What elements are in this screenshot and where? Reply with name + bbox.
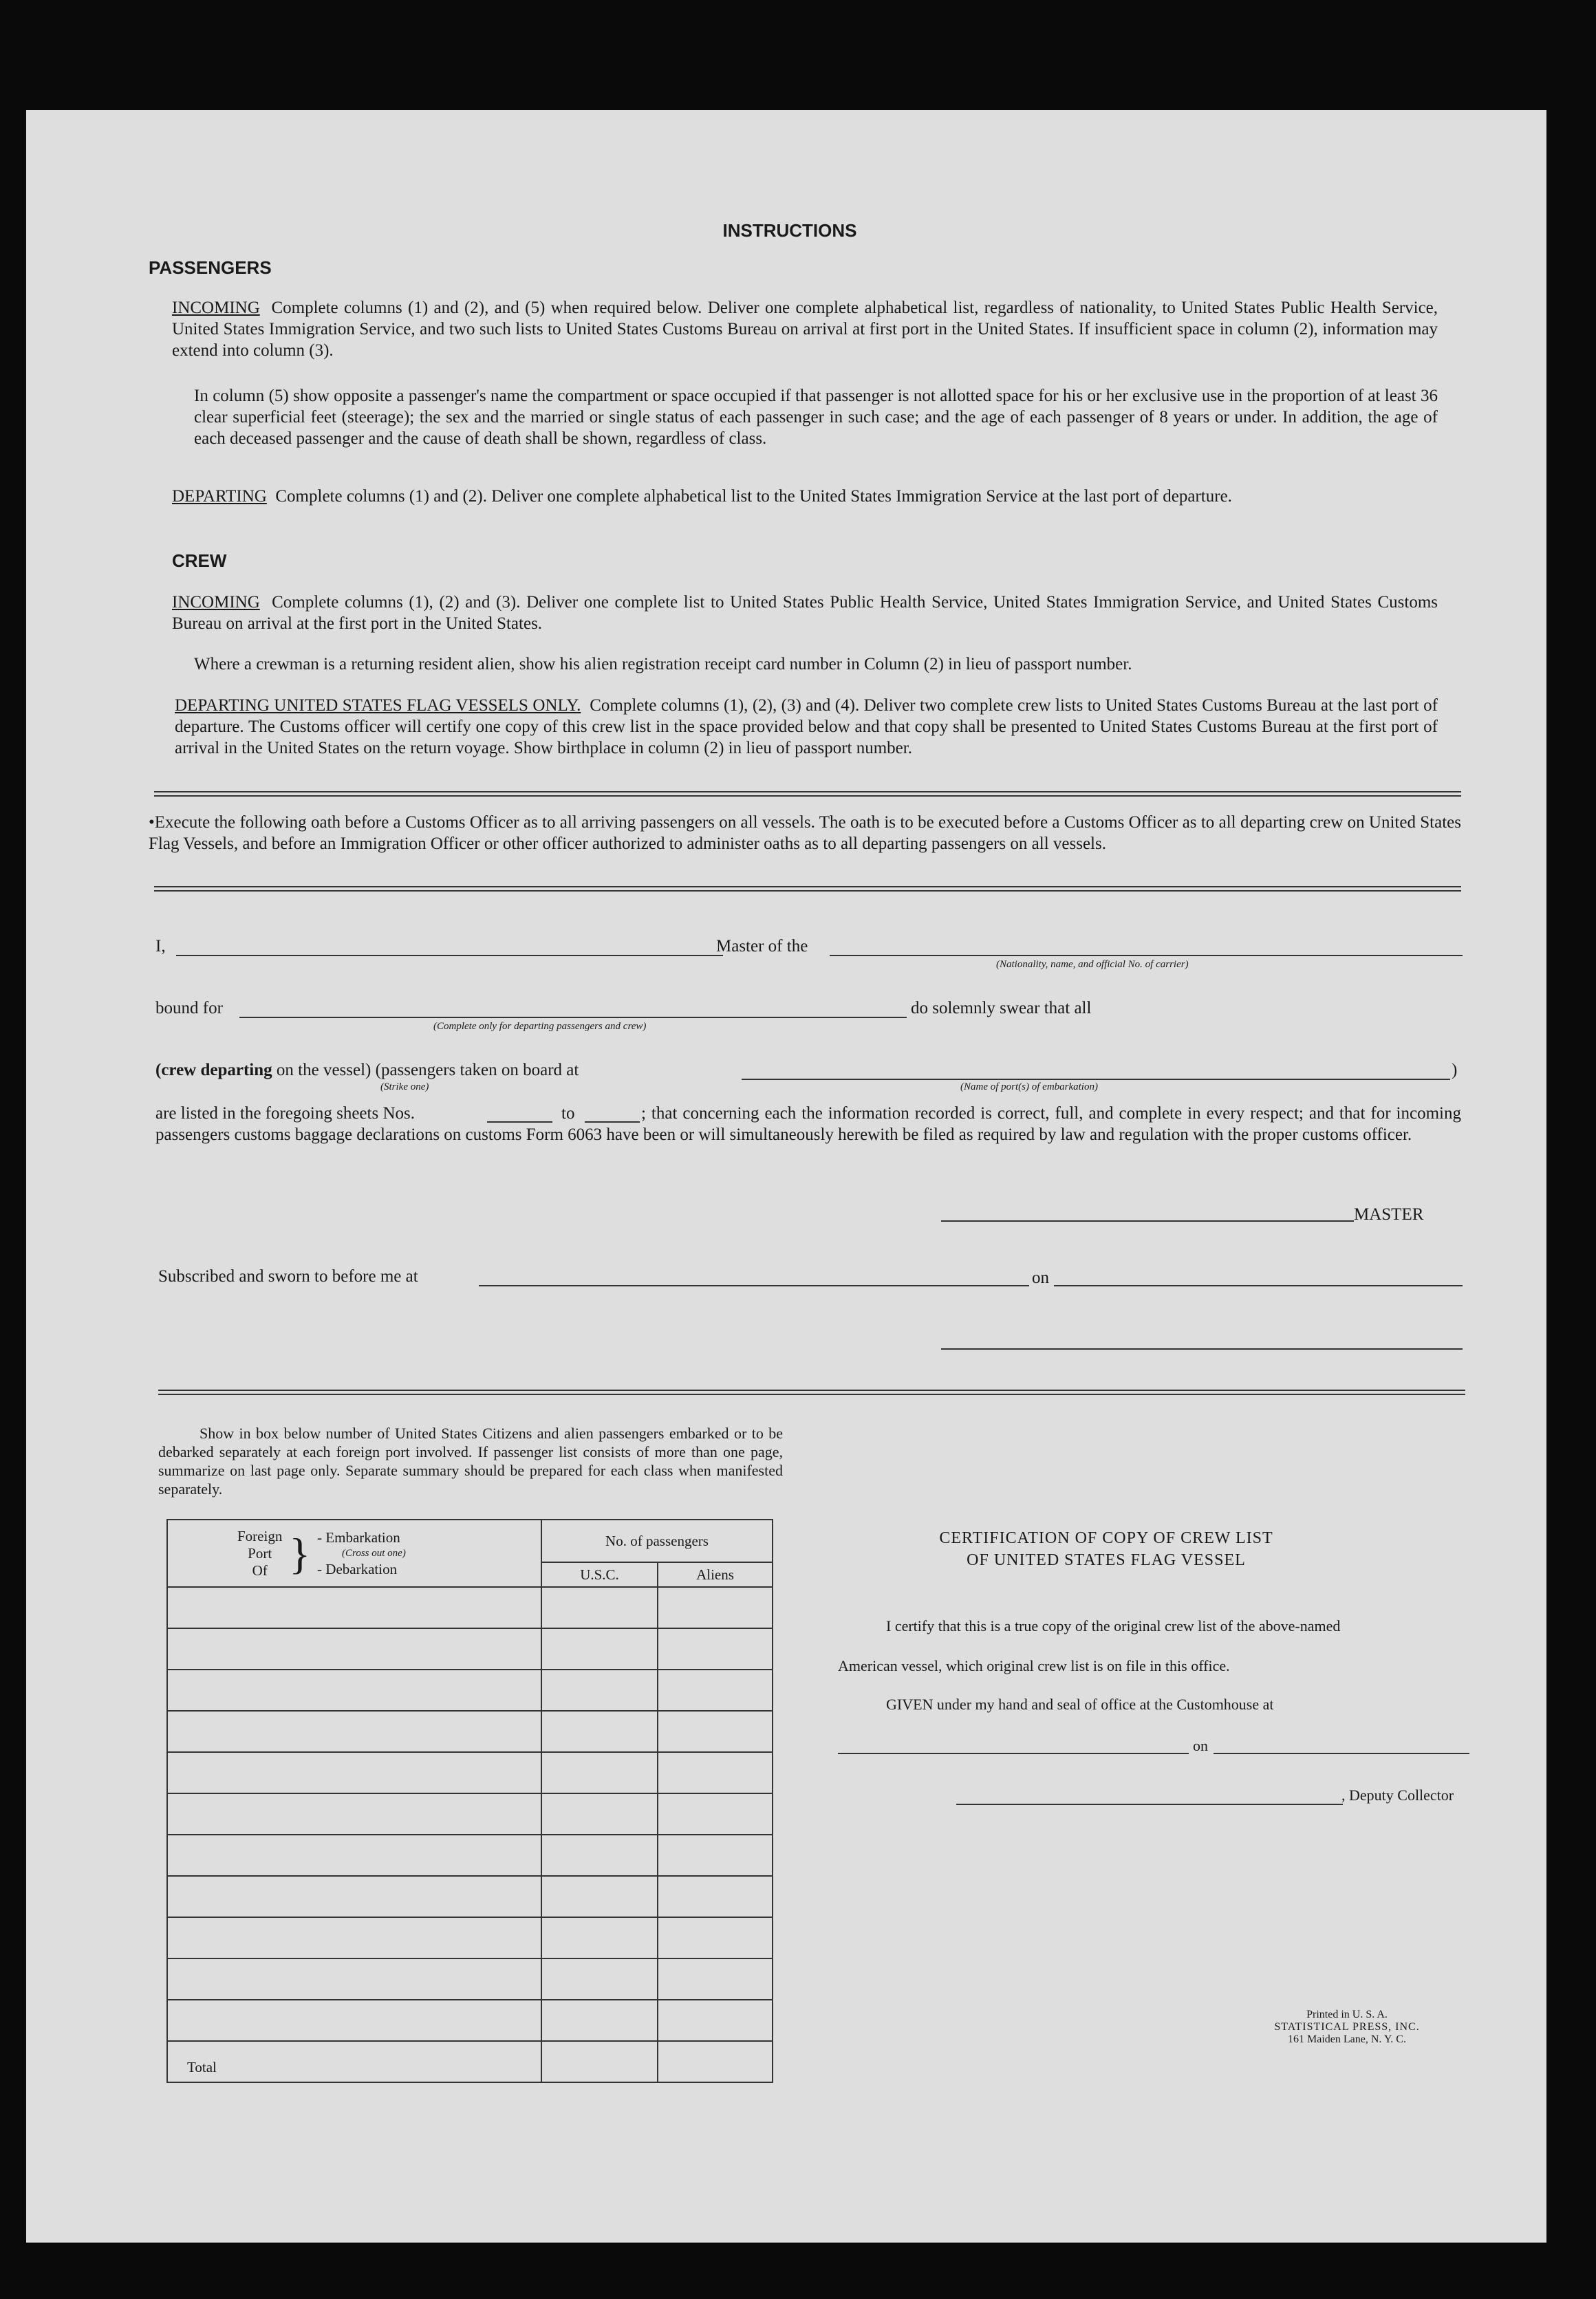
port-cell[interactable] (167, 1711, 541, 1752)
subscribed-date-field[interactable] (1054, 1285, 1463, 1286)
port-cell[interactable] (167, 1670, 541, 1711)
certification-title-line2: OF UNITED STATES FLAG VESSEL (967, 1551, 1246, 1569)
debarkation-option[interactable]: - Debarkation (317, 1561, 398, 1577)
aliens-cell[interactable] (658, 1711, 773, 1752)
usc-cell[interactable] (541, 1835, 658, 1876)
passengers-column5-paragraph: In column (5) show opposite a passenger's name the compartment or space occupied if that passenger is not allotted space for his or her exclusive use in the proportion of at least 36 clear superficial feet (steerage); the sex and the married or single status of each passenger in such case; and the age of each passenger of 8 years or under. In addition, the age of each deceased passenger and the cause of death shall be shown, regardless of class. (194, 387, 1438, 448)
summary-row (167, 1587, 773, 1628)
port-word: Port (248, 1545, 272, 1562)
passengers-incoming-paragraph (172, 297, 1438, 361)
usc-cell[interactable] (541, 1876, 658, 1917)
strike-caption: (Strike one) (380, 1081, 429, 1092)
passenger-summary-table (166, 1519, 773, 2083)
divider-3 (158, 1390, 1465, 1395)
printer-line1: Printed in U. S. A. (1306, 2009, 1388, 2020)
foreign-word: Foreign (237, 1528, 283, 1544)
divider-2 (154, 886, 1461, 892)
embarkation-option[interactable]: - Embarkation (317, 1529, 400, 1546)
form-sheet (26, 110, 1546, 2243)
nationality-caption: (Nationality, name, and official No. of carrier) (996, 959, 1189, 970)
port-cell[interactable] (167, 1958, 541, 2000)
usc-cell[interactable] (541, 1711, 658, 1752)
crew-departing-bold: (crew departing (155, 1061, 272, 1079)
port-cell[interactable] (167, 1835, 541, 1876)
usc-cell[interactable] (541, 1670, 658, 1711)
usc-cell[interactable] (541, 1628, 658, 1670)
oath-instruction: •Execute the following oath before a Customs Officer as to all arriving passengers on all vessels. The oath is to be executed before a Customs Officer as to all departing crew on United States Flag Vessels, and before an Immigration Officer or other officer authorized to administer oaths as to all departing passengers on all vessels. (149, 813, 1461, 853)
passengers-incoming-text: Complete columns (1) and (2), and (5) when required below. Deliver one complete alphabetical list, regardless of nationality, to United States Public Health Service, United States Immigration Service, and two such lists to United States Customs Bureau on arrival at first port in the United States. If insufficient space in column (2), information may extend into column (3). (172, 299, 1438, 360)
foreign-port-of (237, 1528, 282, 1579)
crew-title: CREW (172, 550, 227, 571)
printer-line2: STATISTICAL PRESS, INC. (1274, 2021, 1420, 2033)
certify-text-1: I certify that this is a true copy of the original crew list of the above-named (886, 1617, 1341, 1634)
listed-text-1: are listed in the foregoing sheets Nos. (155, 1104, 415, 1123)
aliens-cell[interactable] (658, 1958, 773, 2000)
master-of-label: Master of the (716, 937, 808, 956)
summary-instructions: Show in box below number of United States Citizens and alien passengers embarked or to be debarked separately at each foreign port involved. If passenger list consists of more than one page, summarize on last page only. Separate summary should be prepared for each class when manifested separately. (158, 1425, 783, 1498)
bound-for-field[interactable] (239, 1017, 907, 1018)
master-name-field[interactable] (176, 955, 723, 956)
aliens-cell[interactable] (658, 2000, 773, 2041)
total-label: Total (167, 2041, 541, 2082)
officer-signature-field[interactable] (941, 1348, 1463, 1350)
port-cell[interactable] (167, 1628, 541, 1670)
port-header-cell (167, 1520, 541, 1587)
passengers-departing-label: DEPARTING (172, 487, 267, 506)
aliens-header: Aliens (658, 1562, 773, 1587)
summary-row (167, 1752, 773, 1793)
printer-line3: 161 Maiden Lane, N. Y. C. (1288, 2033, 1406, 2045)
customhouse-field[interactable] (838, 1753, 1189, 1754)
aliens-cell[interactable] (658, 1835, 773, 1876)
swear-label: do solemnly swear that all (911, 999, 1092, 1017)
listed-to: to (561, 1104, 575, 1123)
aliens-cell[interactable] (658, 1793, 773, 1835)
port-cell[interactable] (167, 1587, 541, 1628)
passengers-title: PASSENGERS (149, 257, 272, 278)
summary-row (167, 2000, 773, 2041)
instructions-heading: INSTRUCTIONS (722, 220, 857, 241)
bound-caption: (Complete only for departing passengers and crew) (433, 1021, 647, 1032)
port-header-content (237, 1528, 540, 1579)
summary-row (167, 1793, 773, 1835)
aliens-cell[interactable] (658, 1917, 773, 1958)
total-aliens-cell[interactable] (658, 2041, 773, 2082)
subscribed-on-label: on (1032, 1269, 1049, 1287)
of-word: Of (252, 1562, 268, 1579)
passengers-incoming-label: INCOMING (172, 299, 260, 317)
cross-out-note: (Cross out one) (342, 1548, 406, 1559)
summary-row (167, 1876, 773, 1917)
passengers-departing-text: Complete columns (1) and (2). Deliver one complete alphabetical list to the United States Immigration Service at the last port of departure. (275, 487, 1232, 506)
summary-row (167, 1958, 773, 2000)
listed-text-2: ; that concerning each the information recorded is correct, full, and complete in every respect; and that for incoming passengers customs baggage declarations on customs Form 6063 have been or will simultaneously herewith be filed as required by law and regulation with the proper customs officer. (155, 1104, 1461, 1144)
crew-departing-paragraph (175, 695, 1438, 759)
master-label: MASTER (1354, 1205, 1424, 1224)
usc-cell[interactable] (541, 2000, 658, 2041)
usc-cell[interactable] (541, 1917, 658, 1958)
port-cell[interactable] (167, 1793, 541, 1835)
crew-resident-paragraph: Where a crewman is a returning resident alien, show his alien registration receipt card number in Column (2) in lieu of passport number. (194, 655, 1132, 673)
aliens-cell[interactable] (658, 1587, 773, 1628)
crew-incoming-paragraph (172, 592, 1438, 634)
usc-cell[interactable] (541, 1958, 658, 2000)
usc-cell[interactable] (541, 1793, 658, 1835)
crew-departing-rest: on the vessel) (passengers taken on board at (276, 1061, 579, 1079)
aliens-cell[interactable] (658, 1670, 773, 1711)
aliens-cell[interactable] (658, 1876, 773, 1917)
crew-incoming-text: Complete columns (1), (2) and (3). Deliver one complete list to United States Public Health Service, United States Immigration Service, and United States Customs Bureau on arrival at the first port in the United States. (172, 593, 1438, 633)
master-signature-field[interactable] (941, 1220, 1354, 1222)
summary-row (167, 1670, 773, 1711)
certify-text-2: American vessel, which original crew list is on file in this office. (838, 1657, 1230, 1674)
summary-row (167, 1917, 773, 1958)
summary-row (167, 1711, 773, 1752)
certification-date-field[interactable] (1214, 1753, 1469, 1754)
printer-imprint (1244, 2009, 1450, 2046)
vessel-field[interactable] (830, 955, 1463, 956)
usc-header: U.S.C. (541, 1562, 658, 1587)
deputy-collector-label: , Deputy Collector (1341, 1787, 1454, 1804)
subscribed-label: Subscribed and sworn to before me at (158, 1267, 418, 1286)
certification-title-line1: CERTIFICATION OF COPY OF CREW LIST (939, 1529, 1273, 1547)
crew-departing-line (155, 1059, 579, 1081)
certification-title (831, 1527, 1381, 1571)
subscribed-place-field[interactable] (479, 1285, 1029, 1286)
port-cell[interactable] (167, 1752, 541, 1793)
embark-debark-options (317, 1530, 406, 1577)
embarkation-port-field[interactable] (742, 1079, 1450, 1080)
usc-cell[interactable] (541, 1587, 658, 1628)
aliens-cell[interactable] (658, 1752, 773, 1793)
passengers-departing-paragraph (172, 486, 1438, 507)
given-text: GIVEN under my hand and seal of office at the Customhouse at (886, 1696, 1274, 1713)
crew-departing-text: Complete columns (1), (2), (3) and (4). Deliver two complete crew lists to United States Customs Bureau at the last port of departure. The Customs officer will certify one copy of this crew list in the space provided below and that copy shall be presented to United States Customs Bureau at the first port of arrival in the United States on the return voyage. Show birthplace in column (2) in lieu of passport number. (175, 696, 1438, 757)
total-usc-cell[interactable] (541, 2041, 658, 2082)
divider-1 (154, 791, 1461, 797)
port-cell[interactable] (167, 2000, 541, 2041)
summary-rows (167, 1587, 773, 2041)
summary-row (167, 1835, 773, 1876)
deputy-signature-field[interactable] (956, 1804, 1343, 1805)
aliens-cell[interactable] (658, 1628, 773, 1670)
port-cell[interactable] (167, 1876, 541, 1917)
total-row (167, 2041, 773, 2082)
bound-for-label: bound for (155, 999, 223, 1017)
port-cell[interactable] (167, 1917, 541, 1958)
usc-cell[interactable] (541, 1752, 658, 1793)
crew-departing-label: DEPARTING UNITED STATES FLAG VESSELS ONLY. (175, 696, 581, 715)
close-paren: ) (1452, 1061, 1458, 1079)
certification-on-label: on (1193, 1737, 1208, 1754)
brace: } (289, 1529, 311, 1578)
summary-row (167, 1628, 773, 1670)
no-passengers-header: No. of passengers (541, 1520, 773, 1562)
oath-i-label: I, (155, 937, 166, 956)
ports-caption: (Name of port(s) of embarkation) (960, 1081, 1098, 1092)
crew-incoming-label: INCOMING (172, 593, 260, 612)
